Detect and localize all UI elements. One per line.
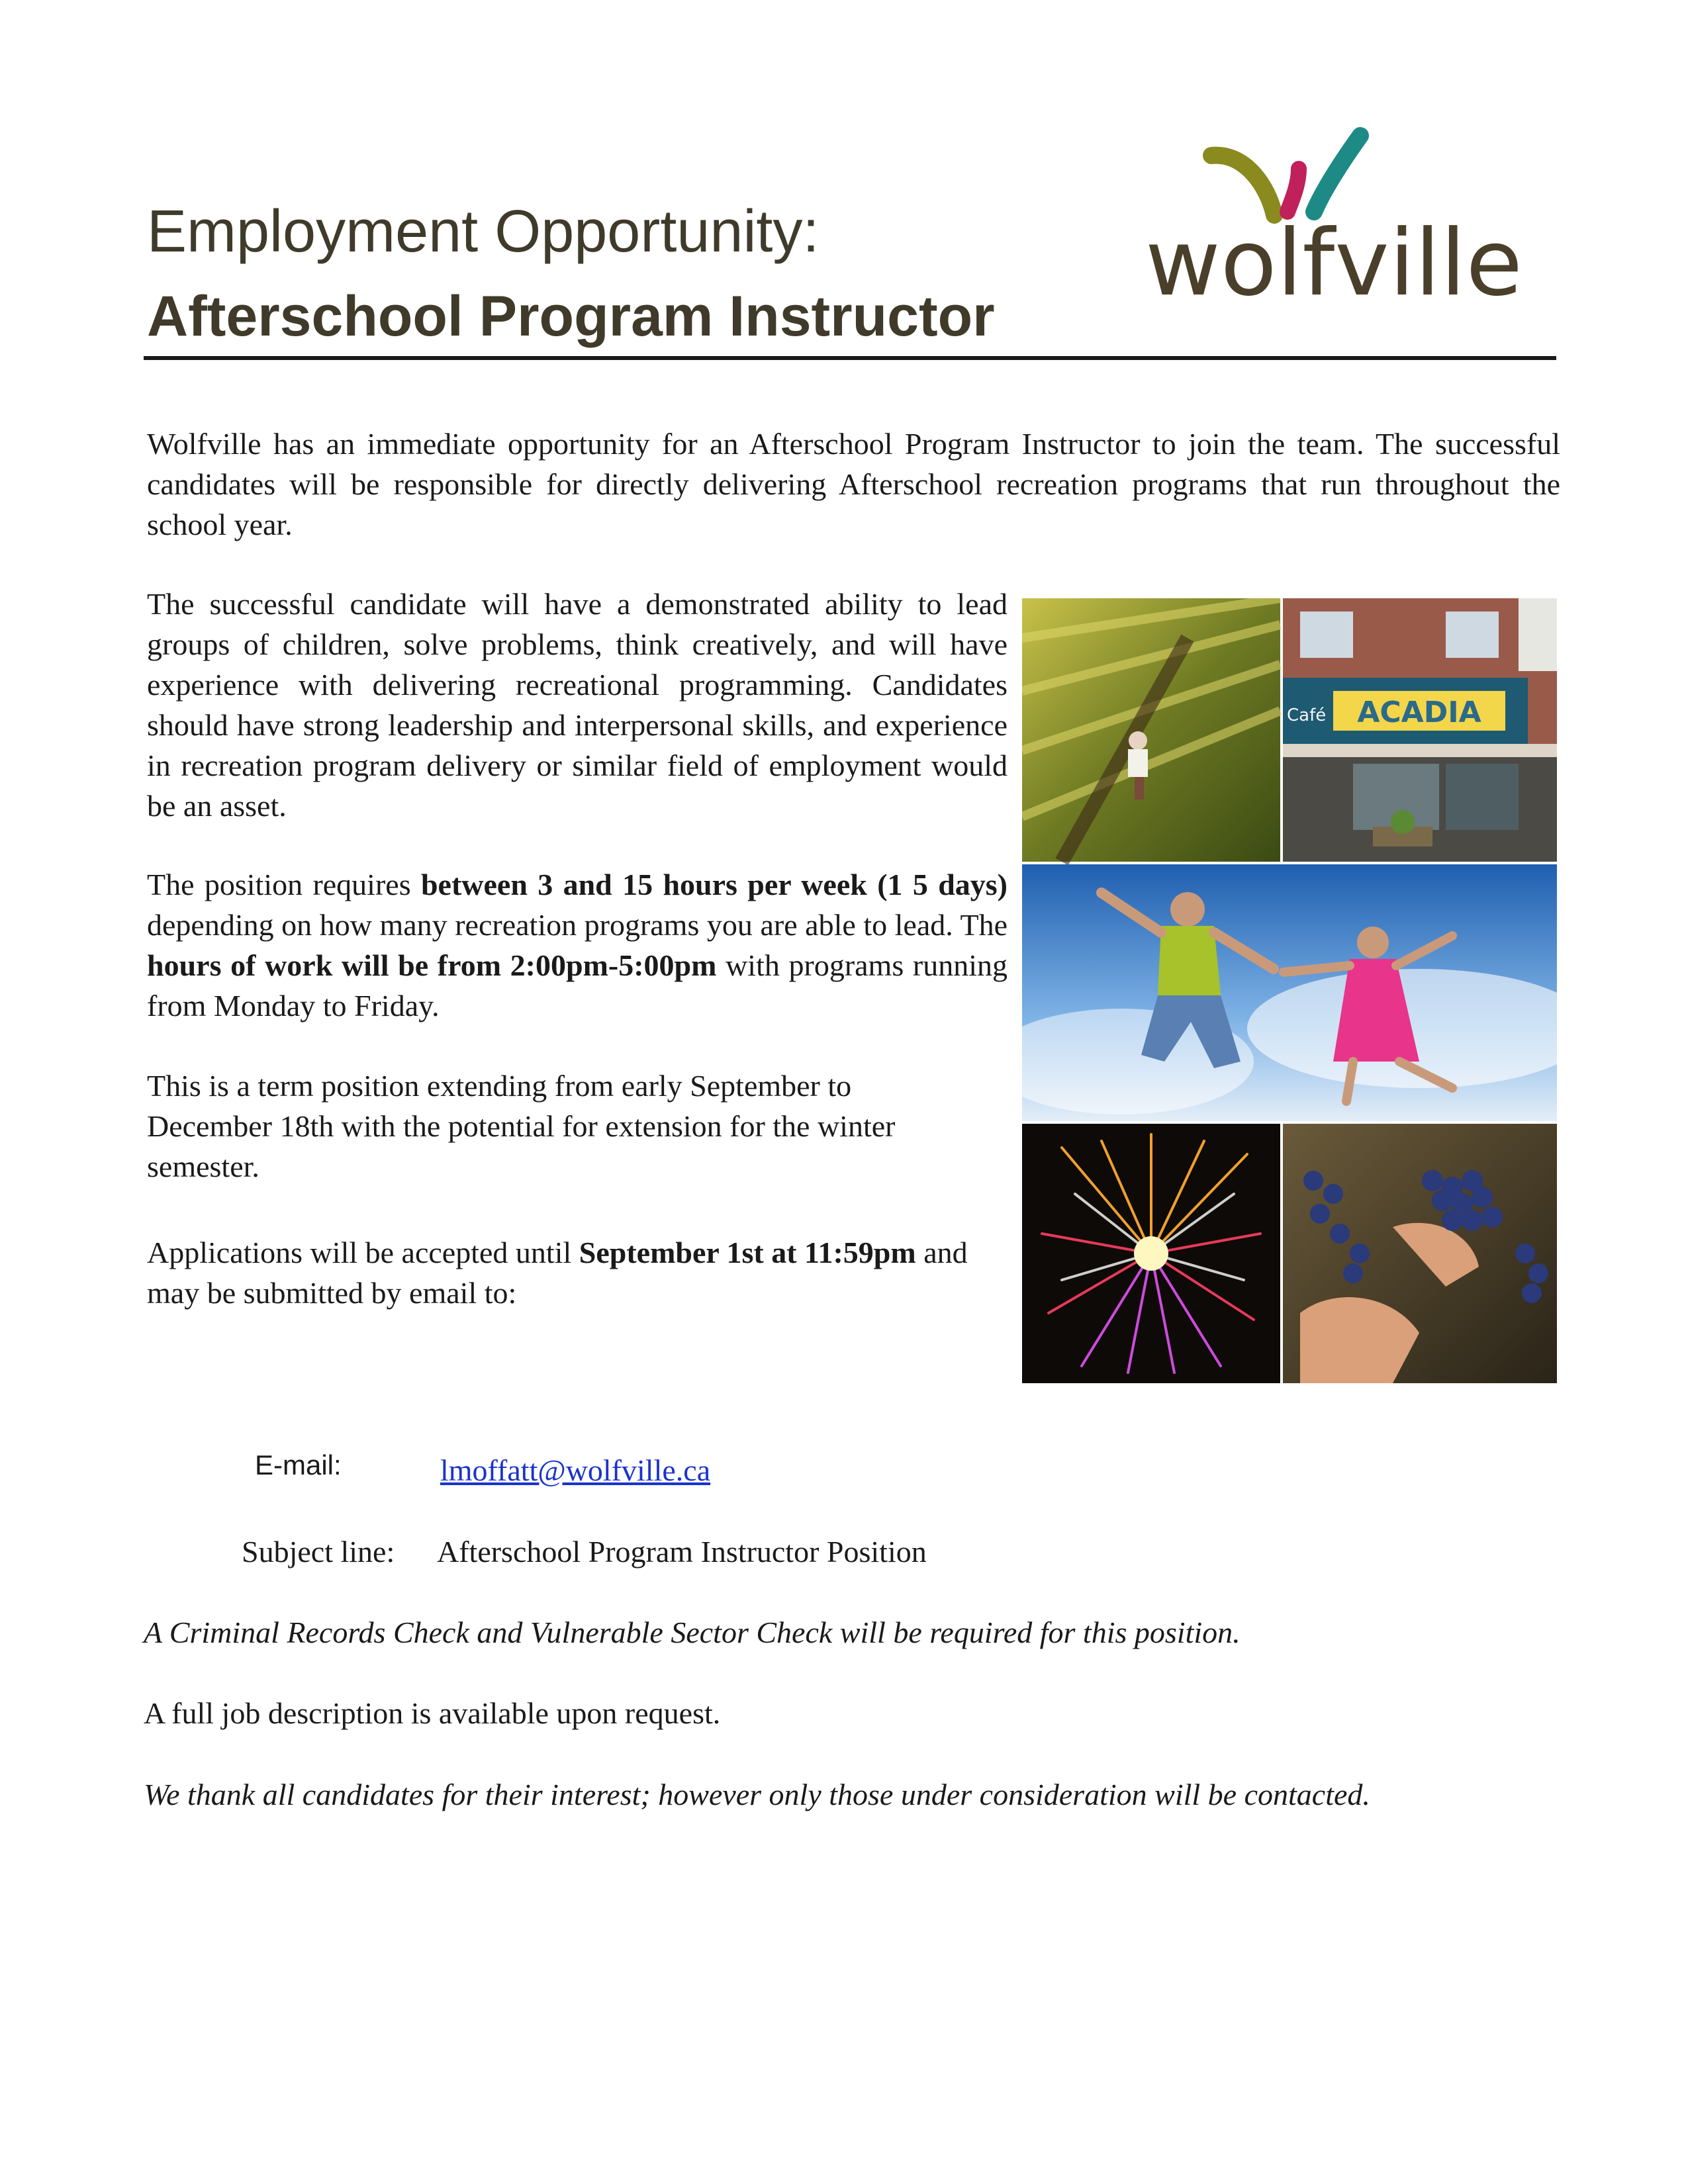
hours-text-2: depending on how many recreation programs you are able to lead. The <box>147 908 1008 942</box>
hours-bold-2: hours of work will be from 2:00pm-5:00pm <box>147 948 717 982</box>
logo-wordmark: wolfville <box>1145 210 1523 316</box>
acadia-theatre-photo <box>1283 598 1557 862</box>
hours-paragraph <box>147 864 1008 1026</box>
jumping-couple-photo <box>1022 864 1557 1121</box>
grapes-harvest-photo <box>1283 1124 1557 1383</box>
fireworks-photo <box>1022 1124 1280 1383</box>
qualifications-paragraph: The successful candidate will have a demonstrated ability to lead groups of children, solve problems, think creatively, and will have experience with delivering recreational programming. Candidates should have strong leadership and interpersonal skills, and experience in recreation program delivery or similar field of employment would be an asset. <box>147 587 1008 823</box>
page-title-line2: Afterschool Program Instructor <box>147 285 995 348</box>
records-check-note: A Criminal Records Check and Vulnerable Sector Check will be required for this position. <box>144 1615 1241 1649</box>
applications-text-1: Applications will be accepted until <box>147 1236 579 1269</box>
acadia-sign-text: ACADIA <box>1357 696 1481 729</box>
hours-text-1: The position requires <box>147 868 421 901</box>
applications-deadline: September 1st at 11:59pm <box>579 1236 916 1269</box>
applications-paragraph <box>147 1232 968 1313</box>
hours-text-3: with programs running from Monday to Friday. <box>147 948 1008 1023</box>
cafe-sign-text: Café <box>1287 705 1327 725</box>
hours-bold-1: between 3 and 15 hours per week (1 5 days) <box>420 868 1008 901</box>
intro-paragraph: Wolfville has an immediate opportunity for an Afterschool Program Instructor to join the team. The successful candidates will be responsible for directly delivering Afterschool recreation programs that run throughout the school year. <box>147 427 1560 541</box>
photo-collage <box>1022 598 1557 1383</box>
thanks-note: We thank all candidates for their interest; however only those under consideration will be contacted. <box>144 1778 1370 1811</box>
subject-line-label: Subject line: <box>242 1535 395 1569</box>
logo-magenta-stroke <box>1288 169 1299 212</box>
logo-teal-stroke <box>1314 136 1360 212</box>
job-description-note: A full job description is available upon request. <box>144 1696 721 1730</box>
vineyard-photo <box>1022 598 1280 862</box>
subject-line-value: Afterschool Program Instructor Position <box>437 1535 927 1569</box>
applications-text-2: and may be submitted by email to: <box>147 1236 968 1310</box>
term-paragraph: This is a term position extending from early September to December 18th with the potential for extension for the winter semester. <box>147 1069 896 1183</box>
page-title-line1: Employment Opportunity: <box>147 199 820 265</box>
wolfville-logo <box>1145 126 1523 338</box>
header-divider <box>144 356 1556 360</box>
email-link[interactable]: lmoffatt@wolfville.ca <box>440 1453 711 1487</box>
email-label: E-mail: <box>255 1449 342 1480</box>
logo-olive-stroke <box>1211 156 1274 215</box>
